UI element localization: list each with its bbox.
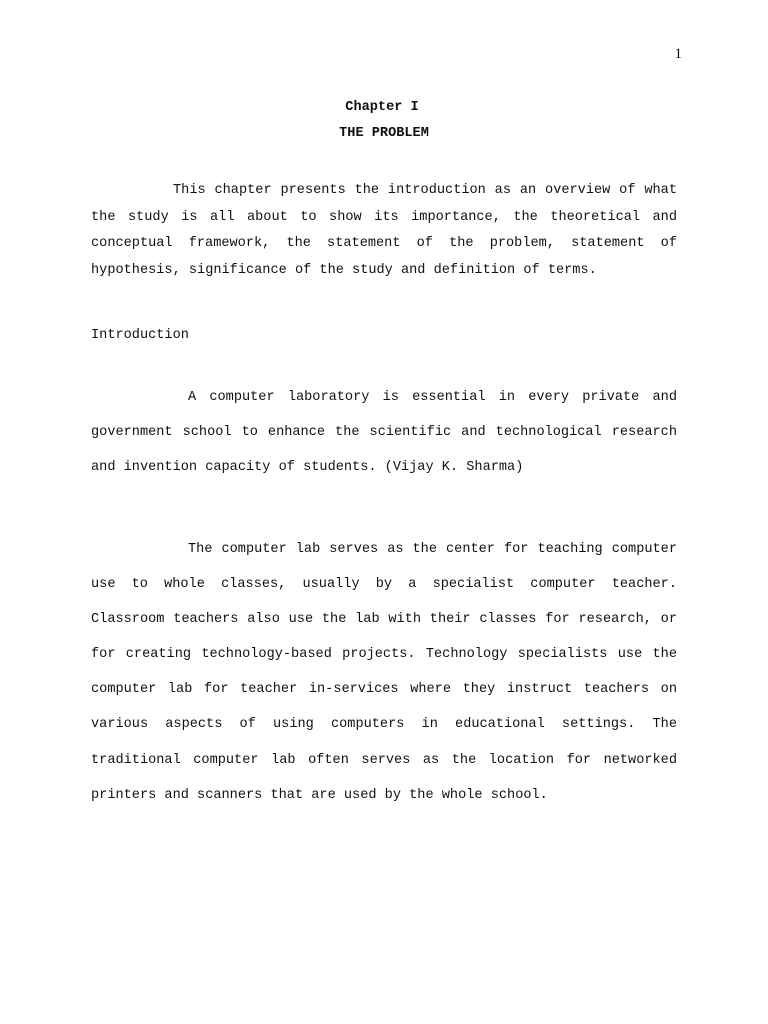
chapter-title: THE PROBLEM xyxy=(339,126,429,141)
overview-paragraph: This chapter presents the introduction as an overview of what the study is all about to show its importance, the theoretical and conceptual framework, the statement of the problem, statement of hypothesis, significance of the study and definition of terms. xyxy=(91,183,677,278)
lab-center-paragraph: The computer lab serves as the center for teaching computer use to whole classes, usually by a specialist computer teacher. Classroom teachers also use the lab with their classes for research, or for creating technology-based projects. Technology specialists use the computer lab for teacher in-services where they instruct teachers on various aspects of using computers in educational settings. The traditional computer lab often serves as the location for networked printers and scanners that are used by the whole school. xyxy=(91,542,677,803)
lab-paragraph: A computer laboratory is essential in every private and government school to enhance the scientific and technological research and invention capacity of students. (Vijay K. Sharma) xyxy=(91,390,677,475)
chapter-label: Chapter I xyxy=(345,100,419,115)
page-number: 1 xyxy=(674,46,682,62)
introduction-heading: Introduction xyxy=(91,328,189,343)
